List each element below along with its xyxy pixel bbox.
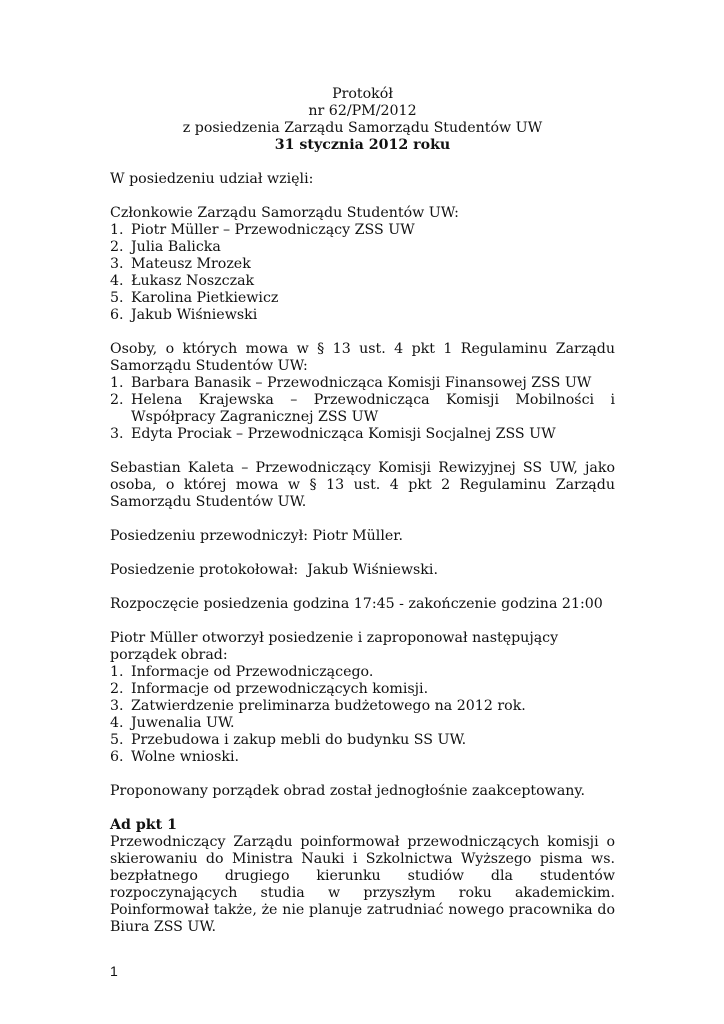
document-header xyxy=(110,86,615,154)
list-item: 2. Informacje od przewodniczących komisji. xyxy=(110,681,429,697)
list-item: 5. Przebudowa i zakup mebli do budynku SS UW. xyxy=(110,732,467,748)
document-page xyxy=(110,86,615,936)
agenda-intro: Piotr Müller otworzył posiedzenie i zaproponował następujący porządek obrad: xyxy=(110,630,559,663)
times-paragraph: Rozpoczęcie posiedzenia godzina 17:45 - zakończenie godzina 21:00 xyxy=(110,596,603,612)
protocol-number: nr 62/PM/2012 xyxy=(308,103,417,119)
others-heading: Osoby, o których mowa w § 13 ust. 4 pkt 1 Regulaminu Zarządu Samorządu Studentów UW: xyxy=(110,341,615,374)
list-item: 3. Zatwierdzenie preliminarza budżetowego na 2012 rok. xyxy=(110,698,526,714)
kaleta-paragraph: Sebastian Kaleta – Przewodniczący Komisji Rewizyjnej SS UW, jako osoba, o której mowa w § 13 ust. 4 pkt 2 Regulaminu Zarządu Samorządu Studentów UW. xyxy=(110,460,615,510)
ad1-heading: Ad pkt 1 xyxy=(110,817,177,833)
page-number: 1 xyxy=(110,963,118,979)
list-item: 3. Edyta Prociak – Przewodnicząca Komisji Socjalnej ZSS UW xyxy=(110,426,556,442)
members-list xyxy=(110,222,615,324)
list-item: 1. Barbara Banasik – Przewodnicząca Komisji Finansowej ZSS UW xyxy=(110,375,592,391)
list-item: 5. Karolina Pietkiewicz xyxy=(110,290,279,306)
list-item: 1. Informacje od Przewodniczącego. xyxy=(110,664,374,680)
members-heading: Członkowie Zarządu Samorządu Studentów UW: xyxy=(110,205,459,221)
list-item: 1. Piotr Müller – Przewodniczący ZSS UW xyxy=(110,222,415,238)
list-item: 4. Łukasz Noszczak xyxy=(110,273,255,289)
minutes-paragraph: Posiedzenie protokołował: Jakub Wiśniewski. xyxy=(110,562,438,578)
list-item: 2. Julia Balicka xyxy=(110,239,221,255)
ad1-text: Przewodniczący Zarządu poinformował przewodniczących komisji o skierowaniu do Ministra Nauki i Szkolnictwa Wyższego pisma ws. bezpłatnego drugiego kierunku studiów dla studentów rozpoczynających studia w przyszłym roku akademickim. Poinformował także, że nie planuje zatrudniać nowego pracownika do Biura ZSS UW. xyxy=(110,834,615,935)
list-item: 6. Wolne wnioski. xyxy=(110,749,240,765)
list-item: 3. Mateusz Mrozek xyxy=(110,256,251,272)
others-list xyxy=(110,375,615,443)
protocol-title: Protokół xyxy=(332,86,393,102)
protocol-subtitle: z posiedzenia Zarządu Samorządu Studentów UW xyxy=(182,120,543,136)
agenda-accepted: Proponowany porządek obrad został jednogłośnie zaakceptowany. xyxy=(110,783,586,799)
attendance-intro: W posiedzeniu udział wzięli: xyxy=(110,171,314,187)
list-item: 2. Helena Krajewska – Przewodnicząca Komisji Mobilności i Współpracy Zagranicznej ZSS UW xyxy=(110,392,615,425)
chair-paragraph: Posiedzeniu przewodniczył: Piotr Müller. xyxy=(110,528,403,544)
list-item: 6. Jakub Wiśniewski xyxy=(110,307,258,323)
protocol-date: 31 stycznia 2012 roku xyxy=(274,137,451,153)
agenda-list xyxy=(110,664,615,766)
list-item: 4. Juwenalia UW. xyxy=(110,715,235,731)
